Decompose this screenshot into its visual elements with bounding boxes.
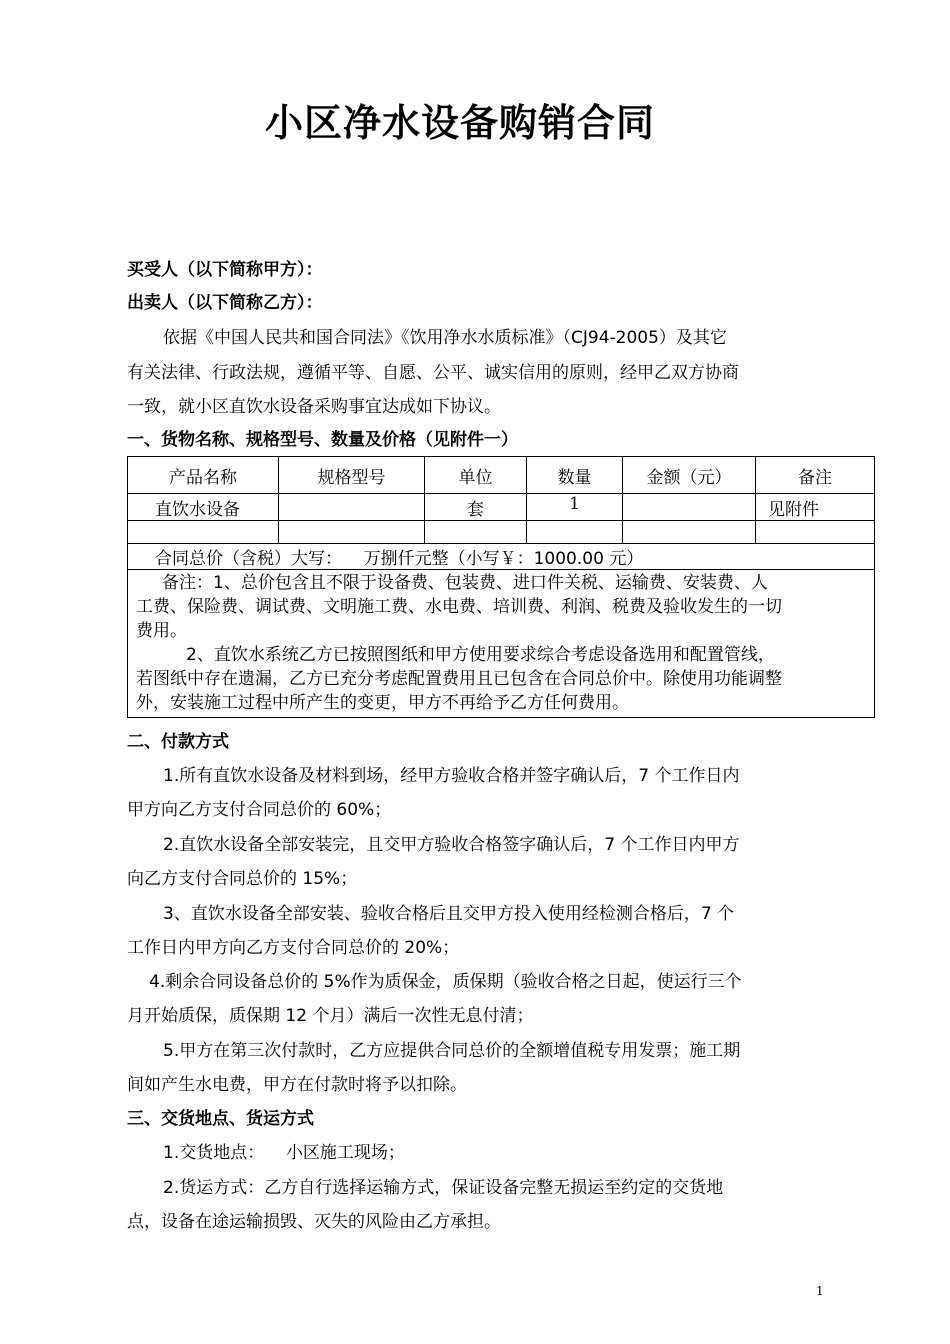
table-cell <box>128 521 279 544</box>
document-title: 小区净水设备购销合同 <box>264 101 655 145</box>
seller-label: 出卖人（以下简称乙方）： <box>127 293 323 313</box>
note-line: 备注：1、总价包含且不限于设备费、包装费、进口件关税、运输费、安装费、人 <box>162 573 768 593</box>
header-cell: 备注 <box>756 457 875 494</box>
table-cell <box>756 521 875 544</box>
note-line: 外，安装施工过程中所产生的变更，甲方不再给予乙方任何费用。 <box>136 693 629 713</box>
notes-row <box>128 570 875 718</box>
payment-line-8: 月开始质保，质保期 12 个月）满后一次性无息付清； <box>127 1006 534 1026</box>
section2-heading: 二、付款方式 <box>127 732 229 752</box>
delivery-line-3: 点，设备在途运输损毁、灭失的风险由乙方承担。 <box>127 1212 501 1232</box>
payment-line-1: 1.所有直饮水设备及材料到场，经甲方验收合格并签字确认后，7 个工作日内 <box>163 766 740 786</box>
table-cell <box>623 521 756 544</box>
payment-line-4: 向乙方支付合同总价的 15%； <box>127 869 358 889</box>
total-row <box>128 544 875 570</box>
table-cell <box>279 521 425 544</box>
notes-cell <box>128 570 875 718</box>
intro-line-3: 一致，就小区直饮水设备采购事宜达成如下协议。 <box>127 397 501 417</box>
intro-line-1: 依据《中国人民共和国合同法》《饮用净水水质标准》（CJ94-2005）及其它 <box>163 328 727 348</box>
payment-line-10: 间如产生水电费，甲方在付款时将予以扣除。 <box>127 1075 467 1095</box>
note-line: 2、直饮水系统乙方已按照图纸和甲方使用要求综合考虑设备选用和配置管线， <box>186 645 775 665</box>
section3-heading: 三、交货地点、货运方式 <box>127 1109 314 1129</box>
delivery-line-1: 1.交货地点： 小区施工现场； <box>163 1143 405 1163</box>
note-line: 工费、保险费、调试费、文明施工费、水电费、培训费、利润、税费及验收发生的一切 <box>136 597 782 617</box>
table-cell: 1 <box>527 494 623 521</box>
goods-table <box>127 456 875 718</box>
payment-line-5: 3、直饮水设备全部安装、验收合格后且交甲方投入使用经检测合格后，7 个 <box>163 904 735 924</box>
payment-line-2: 甲方向乙方支付合同总价的 60%； <box>127 800 392 820</box>
table-cell <box>527 521 623 544</box>
header-cell: 金额（元） <box>623 457 756 494</box>
header-cell: 单位 <box>425 457 527 494</box>
page-number: 1 <box>816 1284 824 1298</box>
payment-line-9: 5.甲方在第三次付款时，乙方应提供合同总价的全额增值税专用发票；施工期 <box>163 1041 741 1061</box>
payment-line-7: 4.剩余合同设备总价的 5%作为质保金，质保期（验收合格之日起，使运行三个 <box>149 972 742 992</box>
table-cell: 套 <box>425 494 527 521</box>
table-cell: 直饮水设备 <box>128 494 279 521</box>
section1-heading: 一、货物名称、规格型号、数量及价格（见附件一） <box>127 430 518 450</box>
header-cell: 产品名称 <box>128 457 279 494</box>
table-cell <box>279 494 425 521</box>
table-cell: 见附件 <box>756 494 875 521</box>
table-row <box>128 494 875 521</box>
contract-total: 合同总价（含税）大写： 万捌仟元整（小写￥：1000.00 元） <box>128 544 875 570</box>
buyer-label: 买受人（以下简称甲方）： <box>127 260 323 280</box>
delivery-line-2: 2.货运方式：乙方自行选择运输方式，保证设备完整无损运至约定的交货地 <box>163 1178 724 1198</box>
table-row <box>128 521 875 544</box>
table-cell <box>623 494 756 521</box>
note-line: 若图纸中存在遗漏，乙方已充分考虑配置费用且已包含在合同总价中。除使用功能调整 <box>136 669 782 689</box>
table-cell <box>425 521 527 544</box>
payment-line-3: 2.直饮水设备全部安装完，且交甲方验收合格签字确认后，7 个工作日内甲方 <box>163 835 740 855</box>
payment-line-6: 工作日内甲方向乙方支付合同总价的 20%； <box>127 938 460 958</box>
table-header-row <box>128 457 875 494</box>
note-line: 费用。 <box>136 621 187 641</box>
header-cell: 数量 <box>527 457 623 494</box>
intro-line-2: 有关法律、行政法规，遵循平等、自愿、公平、诚实信用的原则，经甲乙双方协商 <box>127 363 739 383</box>
header-cell: 规格型号 <box>279 457 425 494</box>
